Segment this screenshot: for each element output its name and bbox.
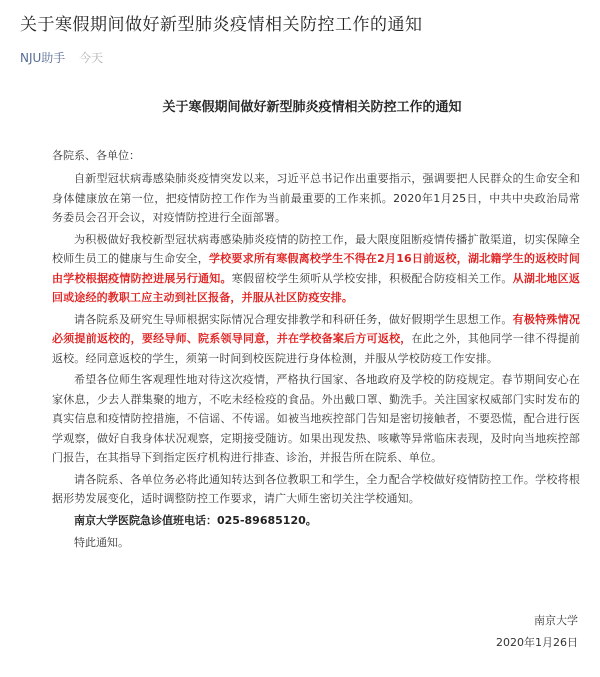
article-body	[0, 96, 600, 554]
paragraph-5: 请各院系、各单位务必将此通知转达到各位教职工和学生，全力配合学校做好疫情防控工作。学校将根据形势发展变化，适时调整防控工作要求，请广大师生密切关注学校通知。	[52, 472, 580, 505]
paragraph-2-text-c: 寒假留校学生须听从学校安排，积极配合防疫相关工作。	[231, 271, 513, 285]
author-link[interactable]: NJU助手	[20, 51, 66, 65]
article-header	[0, 0, 600, 66]
paragraph-2-highlight-hubei-staff: 从湖北地区返回或途经的教职工应主动到社区报备，并服从社区防疫安排。	[52, 271, 580, 304]
closing-line: 特此通知。	[74, 536, 129, 549]
signature-block	[496, 610, 578, 654]
paragraph-2-text-a: 为积极做好我校新型冠状病毒感染肺炎疫情的防控工作，最大限度阻断疫情传播扩散渠道，切实保障全校师生员工的健康与生命安全，	[52, 232, 580, 265]
paragraph-3-highlight-early-return: 有极特殊情况必须提前返校的，要经导师、院系领导同意，并在学校备案后方可返校，	[52, 312, 580, 345]
salutation: 各院系、各单位：	[52, 149, 140, 162]
article-meta	[20, 50, 580, 66]
paragraph-2	[52, 230, 580, 308]
paragraph-4: 希望各位师生客观理性地对待这次疫情，严格执行国家、各地政府及学校的防疫规定。春节期间安心在家休息，少去人群集聚的地方，不吃未经检疫的食品。外出戴口罩、勤洗手。关注国家权威部门实时发布的真实信息和疫情防控措施，不信谣、不传谣。如被当地疾控部门告知是密切接触者，不要恐慌，配合进行医学观察，做好自我身体状况观察，定期接受随访。如果出现发热、咳嗽等异常临床表现，及时向当地疾控部门报告，在其指导下到指定医疗机构进行排查、诊治，并报告所在院系、单位。	[52, 373, 580, 464]
paragraph-1: 自新型冠状病毒感染肺炎疫情突发以来，习近平总书记作出重要指示，强调要把人民群众的生命安全和身体健康放在第一位，把疫情防控工作作为当前最重要的工作来抓。2020年1月25日，中共中央政治局常务委员会召开会议，对疫情防控进行全面部署。	[52, 172, 580, 224]
paragraph-3-text-c: 在此之外，其他同学一律不得提前返校。经同意返校的学生，须第一时间到校医院进行身体检测，并服从学校防疫工作安排。	[52, 332, 580, 365]
publish-date: 今天	[79, 51, 104, 65]
document-title: 关于寒假期间做好新型肺炎疫情相关防控工作的通知	[162, 100, 462, 115]
paragraph-3	[52, 310, 580, 369]
paragraph-2-highlight-return-date: 学校要求所有寒假离校学生不得在2月16日前返校，湖北籍学生的返校时间由学校根据疫情防控进展另行通知。	[52, 252, 580, 285]
paragraph-3-text-a: 请各院系及研究生导师根据实际情况合理安排教学和科研任务，做好假期学生思想工作。	[74, 312, 513, 326]
signature-date: 2020年1月26日	[496, 636, 578, 649]
hospital-hotline: 南京大学医院急诊值班电话：025-89685120。	[74, 513, 317, 527]
page-title: 关于寒假期间做好新型肺炎疫情相关防控工作的通知	[20, 15, 423, 35]
signature-org: 南京大学	[534, 614, 578, 627]
